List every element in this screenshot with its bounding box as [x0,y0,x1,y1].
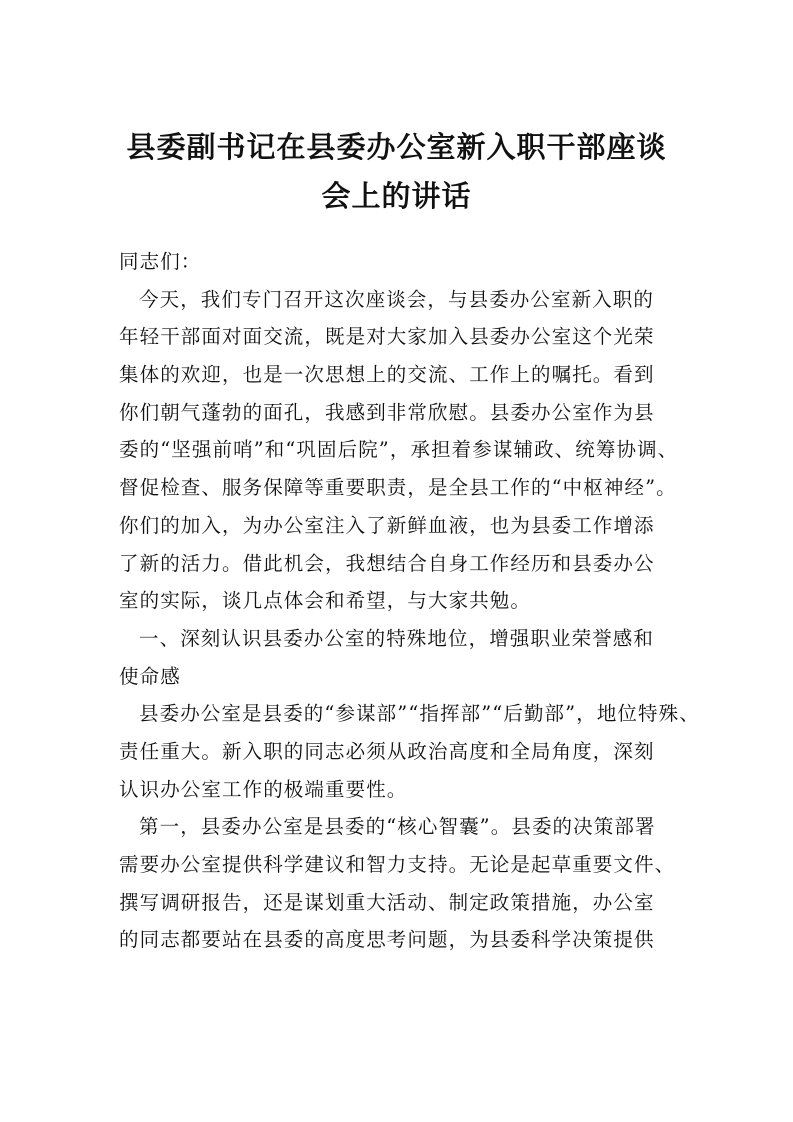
document-title-line-1: 县委副书记在县委办公室新入职干部座谈 [126,130,667,164]
body-line: 你们朝气蓬勃的面孔，我感到非常欣慰。县委办公室作为县 [119,400,655,424]
body-line: 撰写调研报告，还是谋划重大活动、制定政策措施，办公室 [119,890,655,914]
body-line: 使命感 [119,664,181,688]
body-line: 一、深刻认识县委办公室的特殊地位，增强职业荣誉感和 [139,626,655,650]
body-line: 督促检查、服务保障等重要职责，是全县工作的“中枢神经”。 [119,476,677,500]
body-line: 年轻干部面对面交流，既是对大家加入县委办公室这个光荣 [119,325,655,349]
body-line: 委的“坚强前哨”和“巩固后院”，承担着参谋辅政、统筹协调、 [119,438,679,462]
body-line: 今天，我们专门召开这次座谈会，与县委办公室新入职的 [139,287,655,311]
body-line: 的同志都要站在县委的高度思考问题，为县委科学决策提供 [119,928,655,952]
body-line: 室的实际，谈几点体会和希望，与大家共勉。 [119,589,532,613]
body-line: 第一，县委办公室是县委的“核心智囊”。县委的决策部署 [139,815,656,839]
document-title-line-2: 会上的讲话 [321,179,472,213]
body-line: 集体的欢迎，也是一次思想上的交流、工作上的嘱托。看到 [119,363,655,387]
body-line: 县委办公室是县委的“参谋部”“指挥部”“后勤部”，地位特殊、 [139,702,700,726]
body-line: 你们的加入，为办公室注入了新鲜血液，也为县委工作增添 [119,513,655,537]
document-body [119,243,700,959]
body-line: 同志们： [119,250,202,273]
body-line: 责任重大。新入职的同志必须从政治高度和全局角度，深刻 [119,739,655,763]
body-line: 了新的活力。借此机会，我想结合自身工作经历和县委办公 [119,551,655,575]
body-line: 需要办公室提供科学建议和智力支持。无论是起草重要文件、 [119,853,676,876]
body-line: 认识办公室工作的极端重要性。 [119,777,408,801]
